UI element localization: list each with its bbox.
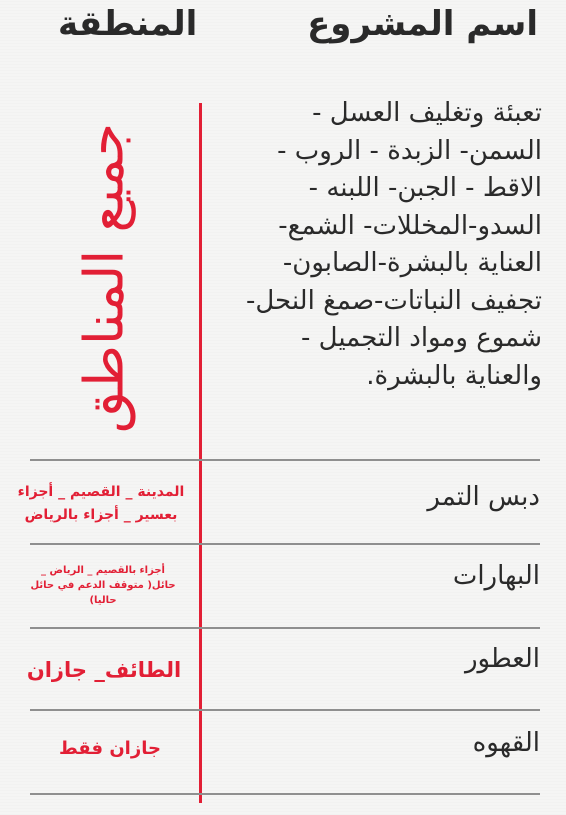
description-line: السدو-المخللات- الشمع- — [278, 210, 542, 241]
project-name-coffee: القهوه — [472, 728, 540, 758]
region-perfumes — [20, 656, 188, 684]
region-line: المدينة _ القصيم _ أجزاء — [17, 484, 185, 500]
description-line: الاقط - الجبن- اللبنه - — [308, 173, 542, 203]
description-line: تعبئة وتغليف العسل - — [312, 98, 542, 128]
row-divider — [30, 543, 540, 545]
main-region-text: جميع المناطق — [72, 122, 136, 434]
region-line: أجزاء بالقصيم _ الرياض _ — [41, 565, 165, 576]
project-name-date-syrup: دبس التمر — [427, 482, 540, 512]
row-divider — [30, 793, 540, 795]
project-name-spices: البهارات — [452, 561, 540, 591]
description-line: تجفيف النباتات-صمغ النحل- — [245, 285, 542, 316]
description-line: شموع ومواد التجميل - — [301, 323, 542, 353]
description-line: السمن- الزبدة - الروب - — [277, 135, 542, 166]
region-coffee — [40, 736, 180, 762]
region-line: حاليا) — [89, 595, 117, 606]
region-date-syrup — [10, 481, 192, 527]
project-name-perfumes: العطور — [464, 644, 540, 674]
region-line: جازان فقط — [59, 738, 161, 759]
column-header-region: المنطقة — [58, 4, 198, 44]
row-divider — [30, 709, 540, 711]
main-region-vertical-text — [56, 118, 152, 438]
column-header-project-name: اسم المشروع — [307, 4, 538, 44]
description-line: العناية بالبشرة-الصابون- — [282, 248, 542, 278]
region-line: حائل( متوقف الدعم في حائل — [30, 580, 176, 591]
description-line: والعناية بالبشرة. — [366, 360, 542, 391]
region-spices — [28, 563, 178, 608]
region-line: الطائف_ جازان — [26, 658, 182, 682]
region-line: بعسير _ أجزاء بالرياض — [24, 507, 178, 523]
row-divider — [30, 459, 540, 461]
row-divider — [30, 627, 540, 629]
main-project-description — [202, 95, 542, 395]
